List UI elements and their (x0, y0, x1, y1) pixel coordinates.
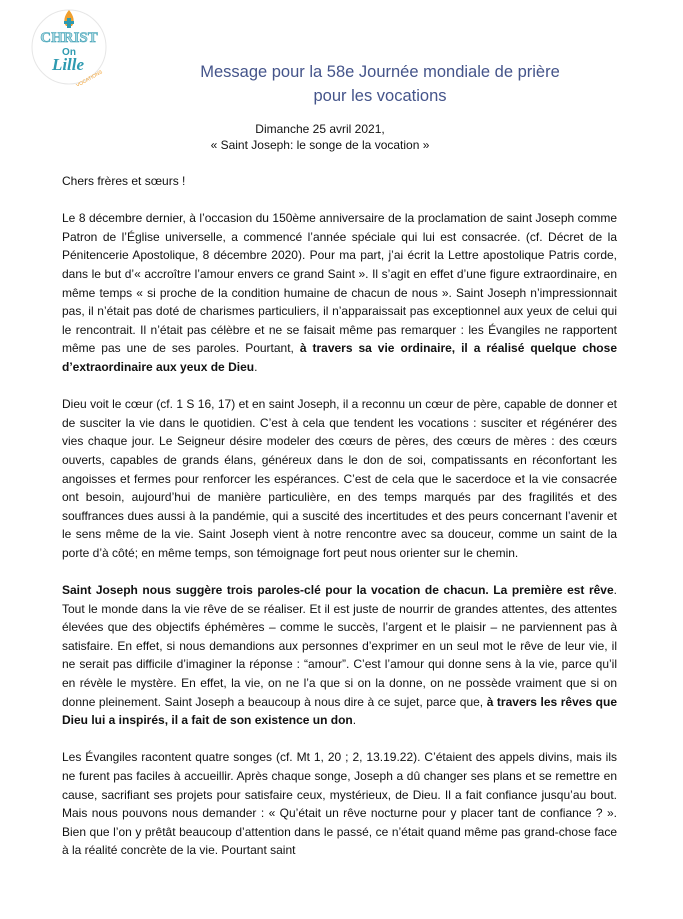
paragraph-1-bold: à travers sa vie ordinaire, il a réalisé quelque chose d’extraordinaire aux yeux de Dieu (62, 341, 617, 374)
subtitle-text: « Saint Joseph: le songe de la vocation » (210, 138, 430, 152)
paragraph-3-bold-end: à travers les rêves que Dieu lui a inspirés, il a fait de son existence un don (62, 694, 617, 728)
paragraph-1-end: . (254, 359, 258, 374)
logo-badge-icon (28, 4, 110, 86)
date-block (180, 121, 460, 153)
greeting: Chers frères et sœurs ! (62, 174, 186, 188)
title-line-2: pour les vocations (313, 87, 447, 105)
paragraph-3-bold-start: Saint Joseph nous suggère trois paroles-clé pour la vocation de chacun. La première est rêve (62, 583, 614, 598)
paragraph-1 (62, 209, 617, 376)
svg-text:On: On (62, 47, 76, 58)
paragraph-1-text: Le 8 décembre dernier, à l’occasion du 150ème anniversaire de la proclamation de saint Joseph comme Patron de l’Église universelle, a commencé l’année spéciale qui lui est consacrée. (cf. Décret de la Pénitencerie Apostolique, 8 décembre 2020). Pour ma part, j’ai écrit la Lettre apostolique Patris corde, dans le but d’« accroître l’amour envers ce grand Saint ». Il s’agit en effet d’une figure extraordinaire, en même temps « si proche de la condition humaine de chacun de nous ». Saint Joseph n’impressionnait pas, il n’était pas doté de charismes particuliers, il n’apparaissait pas exceptionnel aux yeux de celui qui le rencontrait. Il n’était pas célèbre et ne se faisait même pas remarquer : les Évangiles ne rapportent même pas une de ses paroles. Pourtant, (62, 211, 617, 356)
date-text: Dimanche 25 avril 2021, (255, 122, 385, 136)
paragraph-3-text: . Tout le monde dans la vie rêve de se réaliser. Et il est juste de nourrir de grandes attentes, des attentes élevées que des objectifs éphémères – comme le succès, l’argent et le plaisir – ne parviennent pas à satisfaire. En effet, si nous demandions aux personnes d’exprimer en un seul mot le rêve de leur vie, il ne serait pas difficile d’imaginer la réponse : “amour”. C’est l’amour qui donne sens à la vie, parce qu’il en révèle le mystère. En effet, la vie, on ne l’a que si on la donne, on ne possède vraiment que si on donne pleinement. Saint Joseph a beaucoup à nous dire à ce sujet, parce que, (62, 583, 617, 709)
paragraph-3-end: . (352, 713, 357, 728)
document-body (62, 172, 617, 879)
svg-text:CHRIST: CHRIST (40, 30, 98, 46)
svg-text:VOCATIONS: VOCATIONS (75, 69, 104, 86)
page-title (170, 60, 590, 108)
paragraph-4: Les Évangiles racontent quatre songes (cf. Mt 1, 20 ; 2, 13.19.22). C’étaient des appels divins, mais ils ne furent pas faciles à accueillir. Après chaque songe, Joseph a dû changer ses plans et se remettre en cause, sacrifiant ses projets pour satisfaire ceux, mystérieux, de Dieu. Il a fait confiance jusqu’au bout. Mais nous pouvons nous demander : « Qu’était un rêve nocturne pour y placer tant de confiance ? ». Bien que l’on y prêtât beaucoup d’attention dans le passé, ce n’était quand même pas grand-chose face à la réalité concrète de la vie. Pourtant saint (62, 750, 617, 858)
paragraph-3 (62, 581, 617, 730)
paragraph-2: Dieu voit le cœur (cf. 1 S 16, 17) et en saint Joseph, il a reconnu un cœur de père, capable de donner et de susciter la vie dans le quotidien. C’est à cela que tendent les vocations : susciter et régénérer des vies chaque jour. Le Seigneur désire modeler des cœurs de pères, des cœurs de mères : des cœurs ouverts, capables de grands élans, généreux dans le don de soi, compatissants en réconfortant les angoisses et fermes pour renforcer les espérances. C’est de cela que le sacerdoce et la vie consacrée ont besoin, aujourd’hui de manière particulière, en des temps marqués par des fragilités et des souffrances dues aussi à la pandémie, qui a suscité des incertitudes et des peurs concernant l’avenir et le sens même de la vie. Saint Joseph vient à notre rencontre avec sa douceur, comme un saint de la porte d’à côté; en même temps, son témoignage fort peut nous orienter sur le chemin. (62, 397, 617, 560)
svg-text:Lille: Lille (51, 55, 85, 74)
christ-en-lille-logo (28, 4, 110, 86)
title-line-1: Message pour la 58e Journée mondiale de prière (200, 63, 560, 81)
